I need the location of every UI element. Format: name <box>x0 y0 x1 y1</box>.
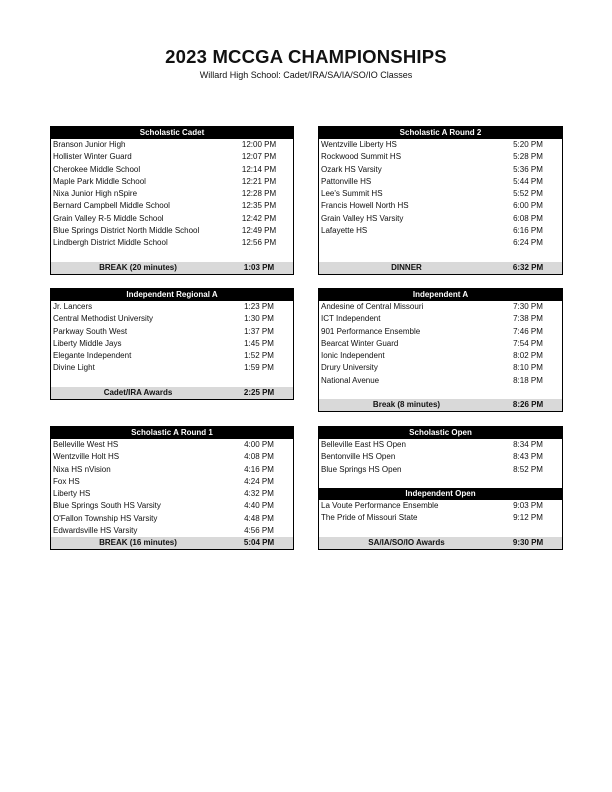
table-row <box>319 225 562 237</box>
performance-time: 4:56 PM <box>244 526 274 536</box>
footer-label: Break (8 minutes) <box>372 400 441 410</box>
performer-name: Bernard Campbell Middle School <box>53 201 170 211</box>
performance-time: 8:34 PM <box>513 440 543 449</box>
performance-time: 8:02 PM <box>513 351 543 361</box>
blank-row <box>319 524 562 537</box>
table-header: Scholastic A Round 2 <box>319 127 562 139</box>
table-row <box>319 512 562 524</box>
performance-time: 4:16 PM <box>244 464 274 474</box>
performance-time: 5:20 PM <box>513 140 543 149</box>
table-row <box>51 225 293 237</box>
table-row <box>51 313 293 325</box>
performance-time: 12:56 PM <box>241 238 277 248</box>
performer-name: Nixa Junior High nSpire <box>53 189 138 199</box>
performer-name: Belleville West HS <box>53 440 119 449</box>
table-header: Independent Regional A <box>51 289 293 301</box>
performer-name: Grain Valley R-5 Middle School <box>53 213 164 223</box>
performance-time: 5:28 PM <box>513 152 543 162</box>
performer-name: Parkway South West <box>53 326 128 336</box>
performer-name: Grain Valley HS Varsity <box>321 213 404 223</box>
performance-time: 6:24 PM <box>513 238 543 248</box>
performer-name: Divine Light <box>53 363 95 373</box>
performer-name: Lafayette HS <box>321 226 368 236</box>
performance-time: 6:08 PM <box>513 213 543 223</box>
blank-row <box>319 250 562 262</box>
performance-time: 6:00 PM <box>513 201 543 211</box>
performance-time: 12:28 PM <box>241 189 277 199</box>
table-row <box>51 451 293 463</box>
scholastic-a-round-2-table <box>318 126 563 275</box>
performance-time: 12:21 PM <box>241 176 277 186</box>
table-row <box>319 326 562 338</box>
table-row <box>319 350 562 362</box>
table-row <box>319 338 562 350</box>
performance-time: 5:44 PM <box>513 176 543 186</box>
performance-time: 1:52 PM <box>244 351 274 361</box>
performance-time: 7:30 PM <box>513 302 543 311</box>
table-row <box>319 188 562 200</box>
performer-name: Bearcat Winter Guard <box>321 338 399 348</box>
table-row <box>319 375 562 387</box>
table-row <box>51 476 293 488</box>
performer-name: Pattonville HS <box>321 176 372 186</box>
scholastic-a-round-1-table <box>50 426 294 550</box>
performer-name: Edwardsville HS Varsity <box>53 526 138 536</box>
performer-name: The Pride of Missouri State <box>321 513 418 523</box>
table-footer <box>51 387 293 399</box>
performer-name: Fox HS <box>53 476 80 486</box>
performer-name: Blue Springs HS Open <box>321 464 402 474</box>
performance-time: 1:23 PM <box>244 302 274 311</box>
footer-time: 9:30 PM <box>512 538 544 548</box>
performer-name: Elegante Independent <box>53 351 132 361</box>
page-title: 2023 MCCGA CHAMPIONSHIPS <box>165 46 447 67</box>
performance-time: 7:38 PM <box>513 314 543 324</box>
footer-time: 2:25 PM <box>243 387 275 397</box>
performance-time: 4:00 PM <box>244 440 274 449</box>
table-row <box>51 326 293 338</box>
performer-name: Andesine of Central Missouri <box>321 302 424 311</box>
performer-name: Branson Junior High <box>53 140 126 149</box>
table-footer <box>319 537 562 549</box>
performance-time: 4:24 PM <box>244 476 274 486</box>
blank-row <box>51 375 293 387</box>
footer-label: SA/IA/SO/IO Awards <box>368 538 445 548</box>
performer-name: Ozark HS Varsity <box>321 164 382 174</box>
table-footer <box>319 399 562 411</box>
table-row <box>51 200 293 212</box>
performance-time: 8:18 PM <box>513 375 543 385</box>
scholastic-cadet-table <box>50 126 294 275</box>
performance-time: 7:54 PM <box>513 338 543 348</box>
table-header: Scholastic Open <box>319 427 562 439</box>
footer-time: 5:04 PM <box>243 538 275 548</box>
table-row <box>51 213 293 225</box>
table-row <box>319 237 562 249</box>
performance-time: 7:46 PM <box>513 326 543 336</box>
performance-time: 9:03 PM <box>513 500 543 510</box>
table-row <box>51 139 293 151</box>
performer-name: National Avenue <box>321 375 380 385</box>
performance-time: 8:10 PM <box>513 363 543 373</box>
performer-name <box>319 237 494 249</box>
table-row <box>51 176 293 188</box>
table-row <box>319 500 562 512</box>
performer-name: Nixa HS nVision <box>53 464 111 474</box>
table-row <box>51 513 293 525</box>
table-row <box>319 139 562 151</box>
table-row <box>319 451 562 463</box>
performance-time: 8:43 PM <box>513 452 543 462</box>
performer-name: La Voute Performance Ensemble <box>321 500 439 510</box>
performer-name: Bentonville HS Open <box>321 452 396 462</box>
footer-label: DINNER <box>391 262 422 272</box>
performer-name: Liberty HS <box>53 489 91 499</box>
performance-time: 6:16 PM <box>513 226 543 236</box>
footer-label: BREAK (16 minutes) <box>99 538 177 548</box>
performance-time: 12:07 PM <box>241 152 277 162</box>
performer-name: Blue Springs South HS Varsity <box>53 501 161 511</box>
table-row <box>51 350 293 362</box>
table-row <box>319 464 562 476</box>
table-header: Independent Open <box>319 488 562 500</box>
table-row <box>51 164 293 176</box>
independent-regional-a-table <box>50 288 294 400</box>
performance-time: 12:14 PM <box>241 164 277 174</box>
performance-time: 4:40 PM <box>244 501 274 511</box>
performer-name: O'Fallon Township HS Varsity <box>53 513 158 523</box>
table-header: Scholastic Cadet <box>51 127 293 139</box>
performance-time: 9:12 PM <box>513 513 543 523</box>
performance-time: 12:35 PM <box>241 201 277 211</box>
page-subtitle: Willard High School: Cadet/IRA/SA/IA/SO/IO Classes <box>199 70 413 80</box>
table-row <box>319 439 562 451</box>
table-row <box>51 500 293 512</box>
table-row <box>51 188 293 200</box>
footer-label: Cadet/IRA Awards <box>103 387 173 397</box>
table-row <box>319 313 562 325</box>
performer-name: Belleville East HS Open <box>321 440 406 449</box>
performer-name: 901 Performance Ensemble <box>321 326 421 336</box>
table-row <box>51 338 293 350</box>
table-footer <box>319 262 562 274</box>
table-footer <box>51 262 293 274</box>
performer-name: Rockwood Summit HS <box>321 152 402 162</box>
performance-time: 5:36 PM <box>513 164 543 174</box>
performance-time: 12:49 PM <box>241 226 277 236</box>
table-row <box>51 439 293 451</box>
table-header: Independent A <box>319 289 562 301</box>
table-row <box>51 362 293 374</box>
performer-name: Hollister Winter Guard <box>53 152 132 162</box>
table-row <box>319 164 562 176</box>
table-row <box>319 213 562 225</box>
performance-time: 12:00 PM <box>241 140 277 149</box>
performer-name: ICT Independent <box>321 314 381 324</box>
performance-time: 4:08 PM <box>244 452 274 462</box>
table-header: Scholastic A Round 1 <box>51 427 293 439</box>
performer-name: Francis Howell North HS <box>321 201 409 211</box>
table-row <box>319 200 562 212</box>
blank-row <box>51 250 293 262</box>
performer-name: Liberty Middle Jays <box>53 338 122 348</box>
performer-name: Maple Park Middle School <box>53 176 146 186</box>
performer-name: Lee's Summit HS <box>321 189 383 199</box>
performance-time: 4:32 PM <box>244 489 274 499</box>
footer-time: 1:03 PM <box>243 262 275 272</box>
table-row <box>319 301 562 313</box>
table-row <box>319 151 562 163</box>
performance-time: 1:37 PM <box>244 326 274 336</box>
performer-name: Central Methodist University <box>53 314 154 324</box>
table-row <box>51 151 293 163</box>
table-row <box>51 525 293 537</box>
performance-time: 12:42 PM <box>241 213 277 223</box>
independent-a-table <box>318 288 563 412</box>
performance-time: 1:30 PM <box>244 314 274 324</box>
footer-time: 6:32 PM <box>512 262 544 272</box>
performance-time: 8:52 PM <box>513 464 543 474</box>
table-row <box>51 301 293 313</box>
performance-time: 4:48 PM <box>244 513 274 523</box>
performer-name: Lindbergh District Middle School <box>53 238 168 248</box>
table-row <box>51 464 293 476</box>
open-classes-table <box>318 426 563 550</box>
table-row <box>319 362 562 374</box>
footer-time: 8:26 PM <box>512 400 544 410</box>
blank-row <box>319 387 562 399</box>
footer-label: BREAK (20 minutes) <box>99 262 177 272</box>
table-row <box>51 237 293 249</box>
performer-name: Wentzville Liberty HS <box>321 140 397 149</box>
performer-name: Wentzville Holt HS <box>53 452 120 462</box>
performance-time: 1:45 PM <box>244 338 274 348</box>
performance-time: 1:59 PM <box>244 363 274 373</box>
performer-name: Blue Springs District North Middle School <box>53 226 200 236</box>
table-row <box>51 488 293 500</box>
performer-name: Cherokee Middle School <box>53 164 141 174</box>
performer-name: Drury University <box>321 363 378 373</box>
performance-time: 5:52 PM <box>513 189 543 199</box>
performer-name: Jr. Lancers <box>53 302 93 311</box>
table-row <box>319 176 562 188</box>
performer-name: Ionic Independent <box>321 351 385 361</box>
table-footer <box>51 537 293 549</box>
blank-row <box>319 476 562 488</box>
